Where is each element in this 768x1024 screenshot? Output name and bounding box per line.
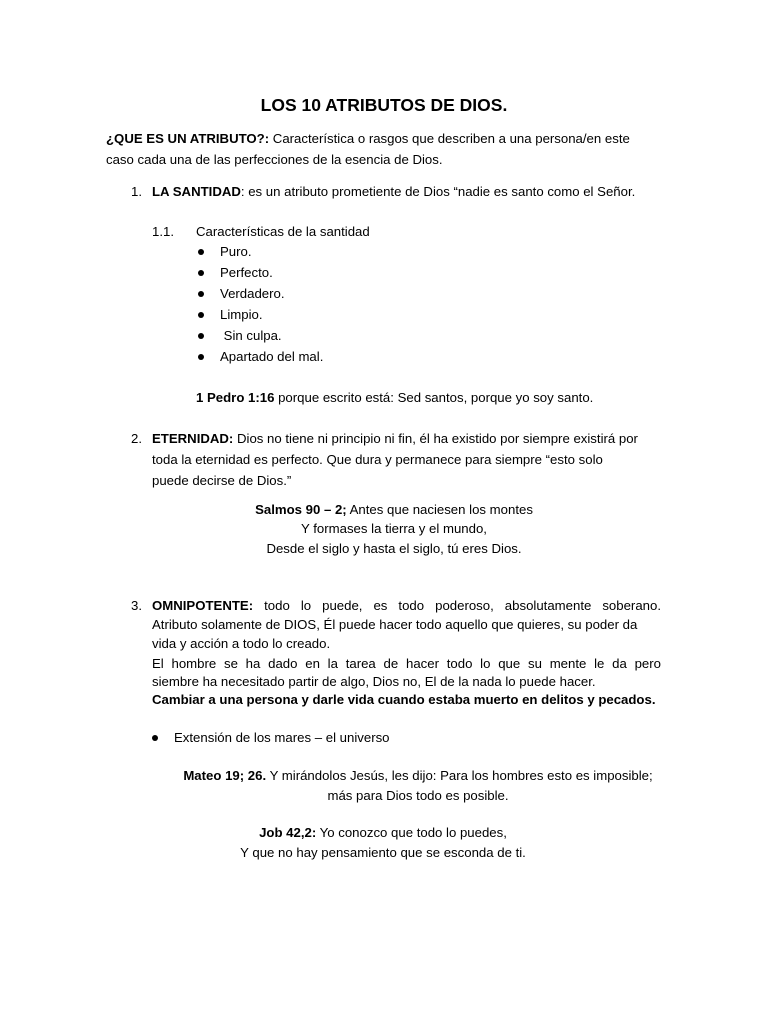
item-3-text-2: Atributo solamente de DIOS, Él puede hacer todo aquello que quieres, su poder da	[152, 617, 638, 632]
bullet-dot	[198, 270, 204, 276]
intro-label: ¿QUE ES UN ATRIBUTO?:	[106, 131, 270, 146]
page-title: LOS 10 ATRIBUTOS DE DIOS.	[260, 95, 508, 115]
item-3-verse-2-line-2: Y que no hay pensamiento que se esconda de ti.	[240, 845, 526, 860]
item-1-line	[152, 182, 635, 203]
item-2-text-1: Dios no tiene ni principio ni fin, él ha existido por siempre existirá por	[233, 431, 638, 446]
bullet-item-limpio: Limpio.	[220, 307, 263, 322]
item-3-text-1: todo lo puede, es todo poderoso, absolutamente soberano.	[253, 598, 661, 613]
bullet-item-verdadero: Verdadero.	[220, 286, 285, 301]
bullet-item-apartado: Apartado del mal.	[220, 349, 324, 364]
bullet-item-perfecto: Perfecto.	[220, 265, 273, 280]
bullet-item-sin-culpa: Sin culpa.	[220, 328, 282, 343]
bullet-dot	[198, 291, 204, 297]
bullet-dot	[152, 735, 158, 741]
item-2-number: 2.	[131, 431, 142, 446]
intro-text-1: Característica o rasgos que describen a una persona/en este	[269, 131, 630, 146]
item-3-number: 3.	[131, 598, 142, 613]
item-1-number: 1.	[131, 184, 142, 199]
item-3-verse-2-line-1	[0, 823, 766, 844]
item-1-label: LA SANTIDAD	[152, 184, 241, 199]
bullet-item-puro: Puro.	[220, 244, 252, 259]
item-1-sub-heading: Características de la santidad	[196, 224, 370, 239]
item-2-verse-line-1	[0, 500, 768, 521]
item-3-bold-line: Cambiar a una persona y darle vida cuando estaba muerto en delitos y pecados.	[152, 692, 656, 707]
item-2-verse-line-2: Y formases la tierra y el mundo,	[301, 521, 487, 536]
verse-text: Y mirándolos Jesús, les dijo: Para los hombres esto es imposible;	[266, 768, 653, 783]
item-2-verse-line-3: Desde el siglo y hasta el siglo, tú eres Dios.	[266, 541, 522, 556]
bullet-dot	[198, 333, 204, 339]
bullet-dot	[198, 312, 204, 318]
verse-text: Yo conozco que todo lo puedes,	[316, 825, 507, 840]
item-1-verse	[196, 388, 593, 409]
item-3-line-1	[152, 596, 661, 617]
item-3-label: OMNIPOTENTE:	[152, 598, 254, 613]
item-3-text-3: vida y acción a todo lo creado.	[152, 636, 331, 651]
item-2-text-2: toda la eternidad es perfecto. Que dura y permanece para siempre “esto solo	[152, 452, 603, 467]
item-3-verse-1-line-1	[0, 766, 768, 787]
item-3-text-4: El hombre se ha dado en la tarea de hacer todo lo que su mente le da pero	[152, 656, 661, 671]
bullet-dot	[198, 249, 204, 255]
intro-text-2: caso cada una de las perfecciones de la esencia de Dios.	[106, 152, 443, 167]
verse-reference: Salmos 90 – 2;	[255, 502, 347, 517]
verse-reference: Job 42,2:	[259, 825, 317, 840]
item-3-verse-1-line-2: más para Dios todo es posible.	[327, 788, 509, 803]
item-2-text-3: puede decirse de Dios.”	[152, 473, 292, 488]
verse-reference: 1 Pedro 1:16	[196, 390, 275, 405]
item-3-bullet: Extensión de los mares – el universo	[174, 730, 390, 745]
intro-line-1	[106, 129, 630, 150]
item-1-sub-number: 1.1.	[152, 224, 174, 239]
item-2-line-1	[152, 429, 638, 450]
item-3-text-5: siembre ha necesitado partir de algo, Dios no, El de la nada lo puede hacer.	[152, 674, 596, 689]
verse-text: porque escrito está: Sed santos, porque yo soy santo.	[274, 390, 594, 405]
item-2-label: ETERNIDAD:	[152, 431, 234, 446]
bullet-dot	[198, 354, 204, 360]
verse-reference: Mateo 19; 26.	[183, 768, 267, 783]
item-1-text: : es un atributo prometiente de Dios “nadie es santo como el Señor.	[240, 184, 636, 199]
verse-text: Antes que naciesen los montes	[346, 502, 533, 517]
